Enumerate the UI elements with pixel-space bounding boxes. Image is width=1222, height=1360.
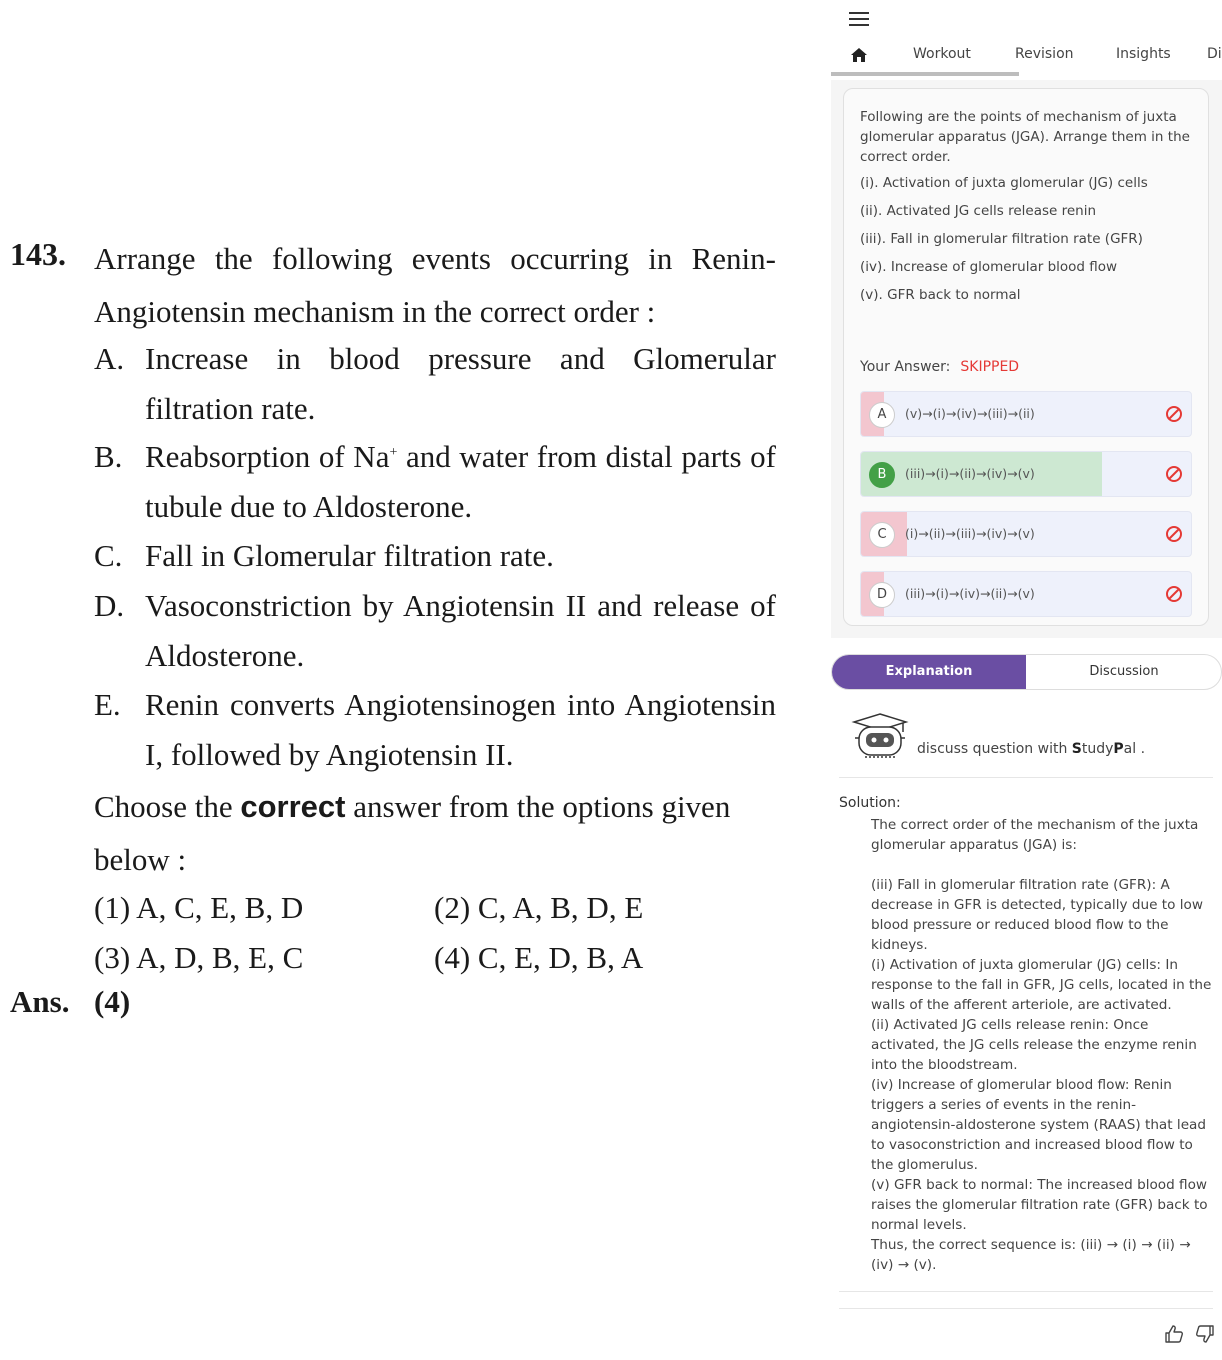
solution-step: (ii) Activated JG cells release renin: Once activated, the JG cells release the enzyme renin into the bloodstream. [871,1017,1197,1073]
option-text: Reabsorption of Na+ and water from distal parts of tubule due to Aldosterone. [145,439,777,524]
your-answer [860,359,1019,375]
answer-option-2: (2) C, A, B, D, E [434,890,644,925]
card-item: (iv). Increase of glomerular blood flow [860,259,1118,275]
ban-icon [1165,405,1183,423]
answer-value: (4) [94,984,131,1019]
solution-step: (i) Activation of juxta glomerular (JG) cells: In response to the fall in GFR, JG cells, located in the walls of the afferent arteriole, are activated. [871,957,1212,1013]
thumbs-down-icon[interactable] [1195,1324,1215,1344]
answer-option-d[interactable] [860,571,1192,617]
discuss-studypal-link[interactable]: discuss question with StudyPal . [917,741,1146,757]
answer-option-c[interactable] [860,511,1192,557]
solution-step: (iii) Fall in glomerular filtration rate (GFR): A decrease in GFR is detected, typically due to low blood pressure or reduced blood flow to the kidneys. [871,877,1203,953]
answer-option-3: (3) A, D, B, E, C [94,940,304,975]
card-prompt: Following are the points of mechanism of juxta glomerular apparatus (JGA). Arrange them in the correct order. [860,109,1190,165]
option-letter-badge: C [869,522,895,548]
studypal-robot-icon[interactable] [851,712,909,758]
ban-icon [1165,465,1183,483]
answer-label: Ans. [10,984,70,1019]
solution-conclusion: Thus, the correct sequence is: (iii) → (i) → (ii) → (iv) → (v). [871,1237,1191,1273]
option-text: Increase in blood pressure and Glomerular filtration rate. [145,341,776,426]
option-letter: C. [94,538,123,573]
tab-di[interactable]: Di [1207,46,1222,62]
choose-instruction: Choose the correct answer from the options given below : [94,789,731,877]
answer-option-a[interactable] [860,391,1192,437]
solution-step: (v) GFR back to normal: The increased blood flow raises the glomerular filtration rate (GFR) back to normal levels. [871,1177,1208,1233]
card-item: (ii). Activated JG cells release renin [860,203,1097,219]
tab-workout[interactable]: Workout [913,46,971,62]
card-item: (v). GFR back to normal [860,287,1021,303]
option-text: Renin converts Angiotensinogen into Angiotensin I, followed by Angiotensin II. [145,687,776,772]
solution-label: Solution: [839,795,901,811]
your-answer-label: Your Answer: [860,359,951,375]
option-sequence: (iii)→(i)→(ii)→(iv)→(v) [905,466,1035,481]
option-text: Fall in Glomerular filtration rate. [145,538,554,573]
option-sequence: (iii)→(i)→(iv)→(ii)→(v) [905,586,1035,601]
option-sequence: (i)→(ii)→(iii)→(iv)→(v) [905,526,1035,541]
card-item: (i). Activation of juxta glomerular (JG) cells [860,175,1148,191]
option-letter: A. [94,341,125,376]
app-panel [831,0,1222,1360]
divider [839,1308,1213,1309]
home-icon[interactable] [850,47,868,63]
answer-option-4: (4) C, E, D, B, A [434,940,644,975]
card-item: (iii). Fall in glomerular filtration rate (GFR) [860,231,1143,247]
your-answer-status: SKIPPED [960,359,1020,375]
question-card [843,88,1209,626]
thumbs-up-icon[interactable] [1164,1324,1184,1344]
option-letter: E. [94,687,121,722]
answer-option-1: (1) A, C, E, B, D [94,890,304,925]
option-letter: D. [94,588,125,623]
tab-revision[interactable]: Revision [1015,46,1074,62]
menu-icon[interactable] [849,12,869,28]
question-number: 143. [10,236,66,272]
solution-intro: The correct order of the mechanism of the juxta glomerular apparatus (JGA) is: [871,817,1199,853]
question-stem: Arrange the following events occurring in Renin-Angiotensin mechanism in the correct order : [94,241,776,329]
tab-insights[interactable]: Insights [1116,46,1171,62]
option-letter-badge: A [869,402,895,428]
divider [839,1291,1213,1292]
option-letter-badge: B [869,462,895,488]
option-letter: B. [94,439,123,474]
explanation-tabs [831,654,1222,690]
option-text: Vasoconstriction by Angiotensin II and release of Aldosterone. [145,588,776,673]
option-sequence: (v)→(i)→(iv)→(iii)→(ii) [905,406,1035,421]
solution-body [871,815,1213,1275]
active-tab-indicator [831,72,1019,76]
tab-discussion[interactable]: Discussion [1089,664,1159,679]
answer-option-b[interactable] [860,451,1192,497]
option-letter-badge: D [869,582,895,608]
solution-step: (iv) Increase of glomerular blood flow: Renin triggers a series of events in the renin-angiotensin-aldosterone system (RAAS) that lead to vasoconstriction and increased blood flow to the glomerulus. [871,1077,1207,1173]
divider [839,777,1213,778]
tab-bar [831,40,1222,76]
tab-explanation[interactable]: Explanation [832,655,1026,689]
ban-icon [1165,525,1183,543]
ban-icon [1165,585,1183,603]
